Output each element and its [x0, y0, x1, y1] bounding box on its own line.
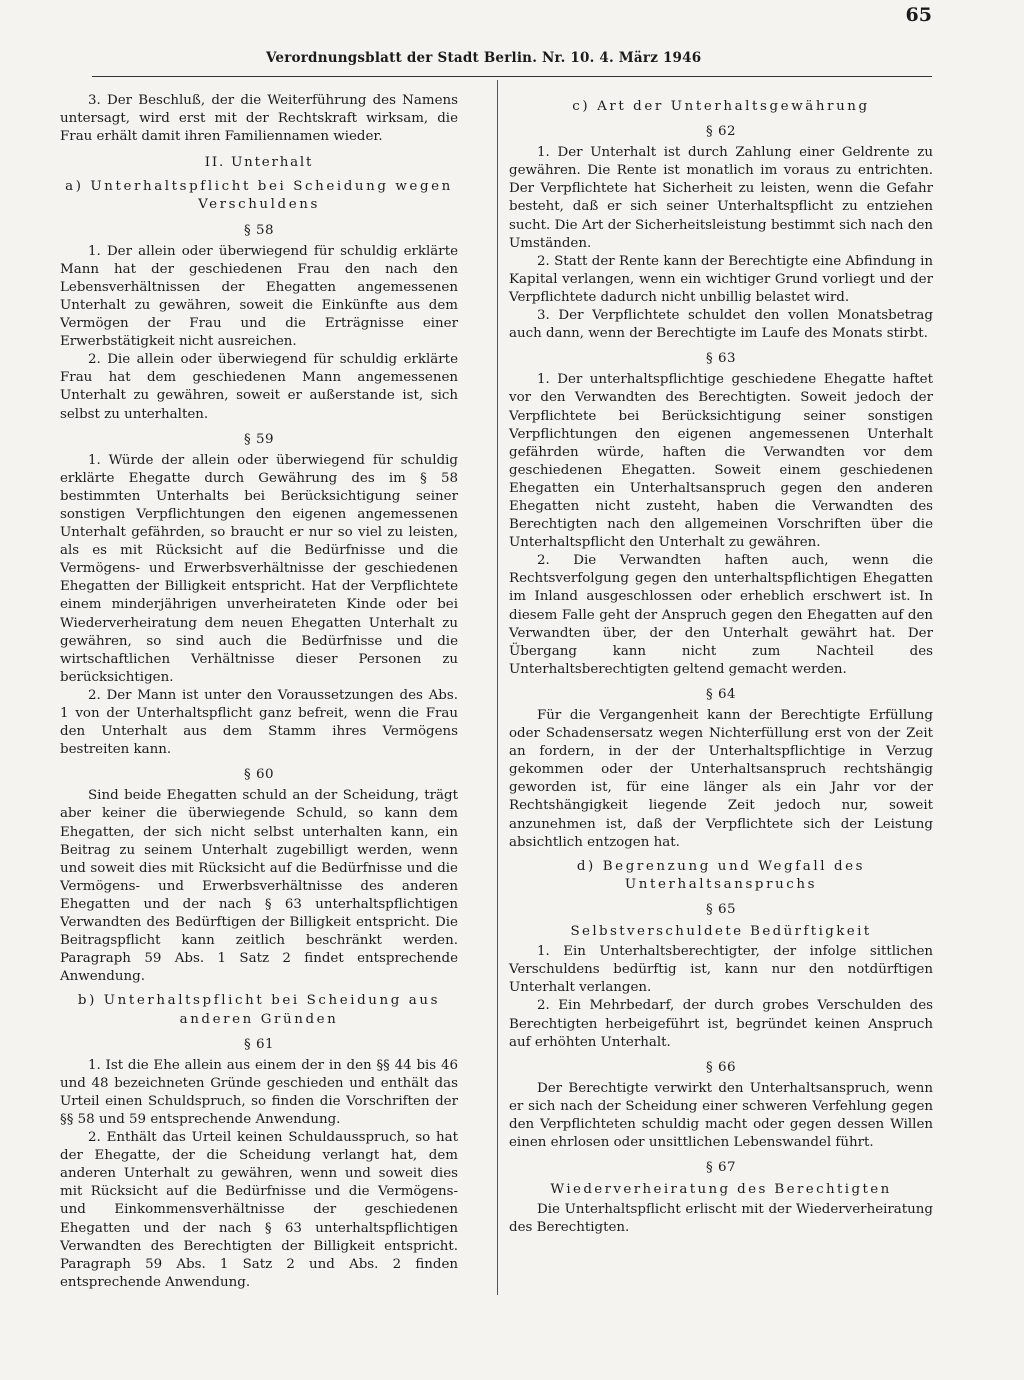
paragraph-number: § 66	[706, 1059, 736, 1075]
paragraph: 2. Enthält das Urteil keinen Schuldausspruch, so hat der Ehegatte, der die Scheidung verlangt hat, dem anderen Unterhalt zu gewähren, wenn und soweit dies mit Rücksicht auf die Bedürfnisse und die Vermögens- und Einkommensverhältnisse der geschiedenen Ehegatten und der nach § 63 unterhaltspflichtigen Verwandten des Berechtigten der Billigkeit entspricht. Paragraph 59 Abs. 1 Satz 2 und Abs. 2 finden entsprechende Anwendung.	[60, 1130, 458, 1290]
paragraph: 3. Der Verpflichtete schuldet den vollen Monatsbetrag auch dann, wenn der Berechtigte im Laufe des Monats stirbt.	[509, 308, 933, 342]
paragraph: Die Unterhaltspflicht erlischt mit der Wiederverheiratung des Berechtigten.	[509, 1202, 933, 1236]
paragraph-number: § 63	[706, 351, 736, 367]
paragraph-number: § 64	[706, 686, 736, 702]
paragraph-number: § 62	[706, 124, 736, 140]
paragraph: 2. Statt der Rente kann der Berechtigte eine Abfindung in Kapital verlangen, wenn ein wichtiger Grund vorliegt und der Verpflichtete dadurch nicht unbillig belastet wird.	[509, 253, 933, 305]
paragraph: 1. Ist die Ehe allein aus einem der in den §§ 44 bis 46 und 48 bezeichneten Gründe geschieden und enthält das Urteil einen Schuldspruch, so finden die Vorschriften der §§ 58 und 59 entsprechende Anwendung.	[60, 1057, 458, 1127]
paragraph: 2. Ein Mehrbedarf, der durch grobes Verschulden des Berechtigten herbeigeführt ist, begründet keinen Anspruch auf erhöhten Unterhalt.	[509, 998, 933, 1050]
paragraph: Sind beide Ehegatten schuld an der Scheidung, trägt aber keiner die überwiegende Schuld, so kann dem Ehegatten, der sich nicht selbst unterhalten kann, ein Beitrag zu seinem Unterhalt zugebilligt werden, wenn und soweit dies mit Rücksicht auf die Bedürfnisse und die Vermögens- und Erwerbsverhältnisse des anderen Ehegatten und der nach § 63 unterhaltspflichtigen Verwandten des Bedürftigen der Billigkeit entspricht. Die Beitragspflicht kann zeitlich beschränkt werden. Paragraph 59 Abs. 1 Satz 2 findet entsprechende Anwendung.	[60, 788, 458, 985]
paragraph-number: § 65	[706, 901, 736, 917]
paragraph-title: Selbstverschuldete Bedürftigkeit	[570, 924, 872, 940]
subsection-heading: a) Unterhaltspflicht bei Scheidung wegen Verschuldens	[65, 179, 453, 213]
paragraph: 3. Der Beschluß, der die Weiterführung des Namens untersagt, wird erst mit der Rechtskraft wirksam, die Frau erhält damit ihren Familiennamen wieder.	[60, 93, 458, 145]
right-column	[509, 92, 933, 1238]
paragraph-number: § 59	[244, 431, 274, 447]
paragraph: 1. Der Unterhalt ist durch Zahlung einer Geldrente zu gewähren. Die Rente ist monatlich im voraus zu entrichten. Der Verpflichtete hat Sicherheit zu leisten, wenn die Gefahr besteht, daß er sich seiner Unterhaltspflicht zu entziehen sucht. Die Art der Sicherheitsleistung bestimmt sich nach den Umständen.	[509, 145, 933, 251]
paragraph-number: § 67	[706, 1160, 736, 1176]
page-header: Verordnungsblatt der Stadt Berlin. Nr. 10. 4. März 1946	[266, 50, 702, 66]
paragraph: Der Berechtigte verwirkt den Unterhaltsanspruch, wenn er sich nach der Scheidung einer schweren Verfehlung gegen den Verpflichteten schuldig macht oder gegen dessen Willen einen ehrlosen oder unsittlichen Lebenswandel führt.	[509, 1080, 933, 1151]
paragraph-number: § 58	[244, 222, 274, 238]
subsection-heading: b) Unterhaltspflicht bei Scheidung aus anderen Gründen	[77, 993, 441, 1027]
paragraph-number: § 61	[244, 1036, 274, 1052]
paragraph: 1. Würde der allein oder überwiegend für schuldig erklärte Ehegatte durch Gewährung des im § 58 bestimmten Unterhalts bei Berücksichtigung seiner sonstigen Verpflichtungen den eigenen angemessenen Unterhalt gefährden, so braucht er nur so viel zu leisten, als es mit Rücksicht auf die Bedürfnisse und die Vermögens- und Erwerbsverhältnisse der geschiedenen Ehegatten der Billigkeit entspricht. Hat der Verpflichtete einem minderjährigen unverheirateten Kinde oder bei Wiederverheiratung dem neuen Ehegatten Unterhalt zu gewähren, so sind auch die Bedürfnisse und die wirtschaftlichen Verhältnisse dieser Personen zu berücksichtigen.	[60, 452, 458, 685]
subsection-heading: d) Begrenzung und Wegfall des Unterhaltsanspruchs	[576, 858, 866, 892]
column-divider	[497, 80, 498, 1295]
paragraph: 1. Der unterhaltspflichtige geschiedene Ehegatte haftet vor den Verwandten des Berechtigten. Soweit jedoch der Verpflichtete bei Berücksichtigung seiner sonstigen Verpflichtungen den eigenen angemessenen Unterhalt gefährden würde, haften die Verwandten vor dem geschiedenen Ehegatten. Soweit einem geschiedenen Ehegatten ein Unterhaltsanspruch gegen den anderen Ehegatten nicht zusteht, haben die Verwandten des Berechtigten nach den allgemeinen Vorschriften über die Unterhaltspflicht den Unterhalt zu gewähren.	[509, 372, 933, 551]
subsection-heading: c) Art der Unterhaltsgewährung	[572, 99, 870, 114]
paragraph: 2. Die allein oder überwiegend für schuldig erklärte Frau hat dem geschiedenen Mann angemessenen Unterhalt zu gewähren, soweit er außerstande ist, sich selbst zu unterhalten.	[60, 352, 458, 422]
page-number: 65	[905, 4, 932, 26]
paragraph-number: § 60	[244, 767, 274, 783]
paragraph-title: Wiederverheiratung des Berechtigten	[550, 1182, 892, 1198]
left-column	[60, 92, 458, 1292]
section-heading: II. Unterhalt	[204, 155, 314, 171]
paragraph: 1. Ein Unterhaltsberechtigter, der infolge sittlichen Verschuldens bedürftig ist, kann nur den notdürftigen Unterhalt verlangen.	[509, 944, 933, 996]
paragraph: 2. Der Mann ist unter den Voraussetzungen des Abs. 1 von der Unterhaltspflicht ganz befreit, wenn die Frau den Unterhalt aus dem Stamm ihres Vermögens bestreiten kann.	[60, 687, 458, 758]
header-rule	[92, 76, 932, 77]
paragraph: 2. Die Verwandten haften auch, wenn die Rechtsverfolgung gegen den unterhaltspflichtigen Ehegatten im Inland ausgeschlossen oder erheblich erschwert ist. In diesem Falle geht der Anspruch gegen den Ehegatten auf den Verwandten über, der den Unterhalt gewährt hat. Der Übergang kann nicht zum Nachteil des Unterhaltsberechtigten geltend gemacht werden.	[509, 553, 933, 677]
paragraph: 1. Der allein oder überwiegend für schuldig erklärte Mann hat der geschiedenen Frau den nach den Lebensverhältnissen der Ehegatten angemessenen Unterhalt zu gewähren, soweit die Einkünfte aus dem Vermögen der Frau und die Erträgnisse einer Erwerbstätigkeit nicht ausreichen.	[60, 243, 458, 350]
paragraph: Für die Vergangenheit kann der Berechtigte Erfüllung oder Schadensersatz wegen Nichterfüllung erst von der Zeit an fordern, in der der Unterhaltspflichtige in Verzug gekommen oder der Unterhaltsanspruch rechtshängig geworden ist, für eine länger als ein Jahr vor der Rechtshängigkeit liegende Zeit jedoch nur, soweit anzunehmen ist, daß der Verpflichtete sich der Leistung absichtlich entzogen hat.	[509, 708, 933, 850]
